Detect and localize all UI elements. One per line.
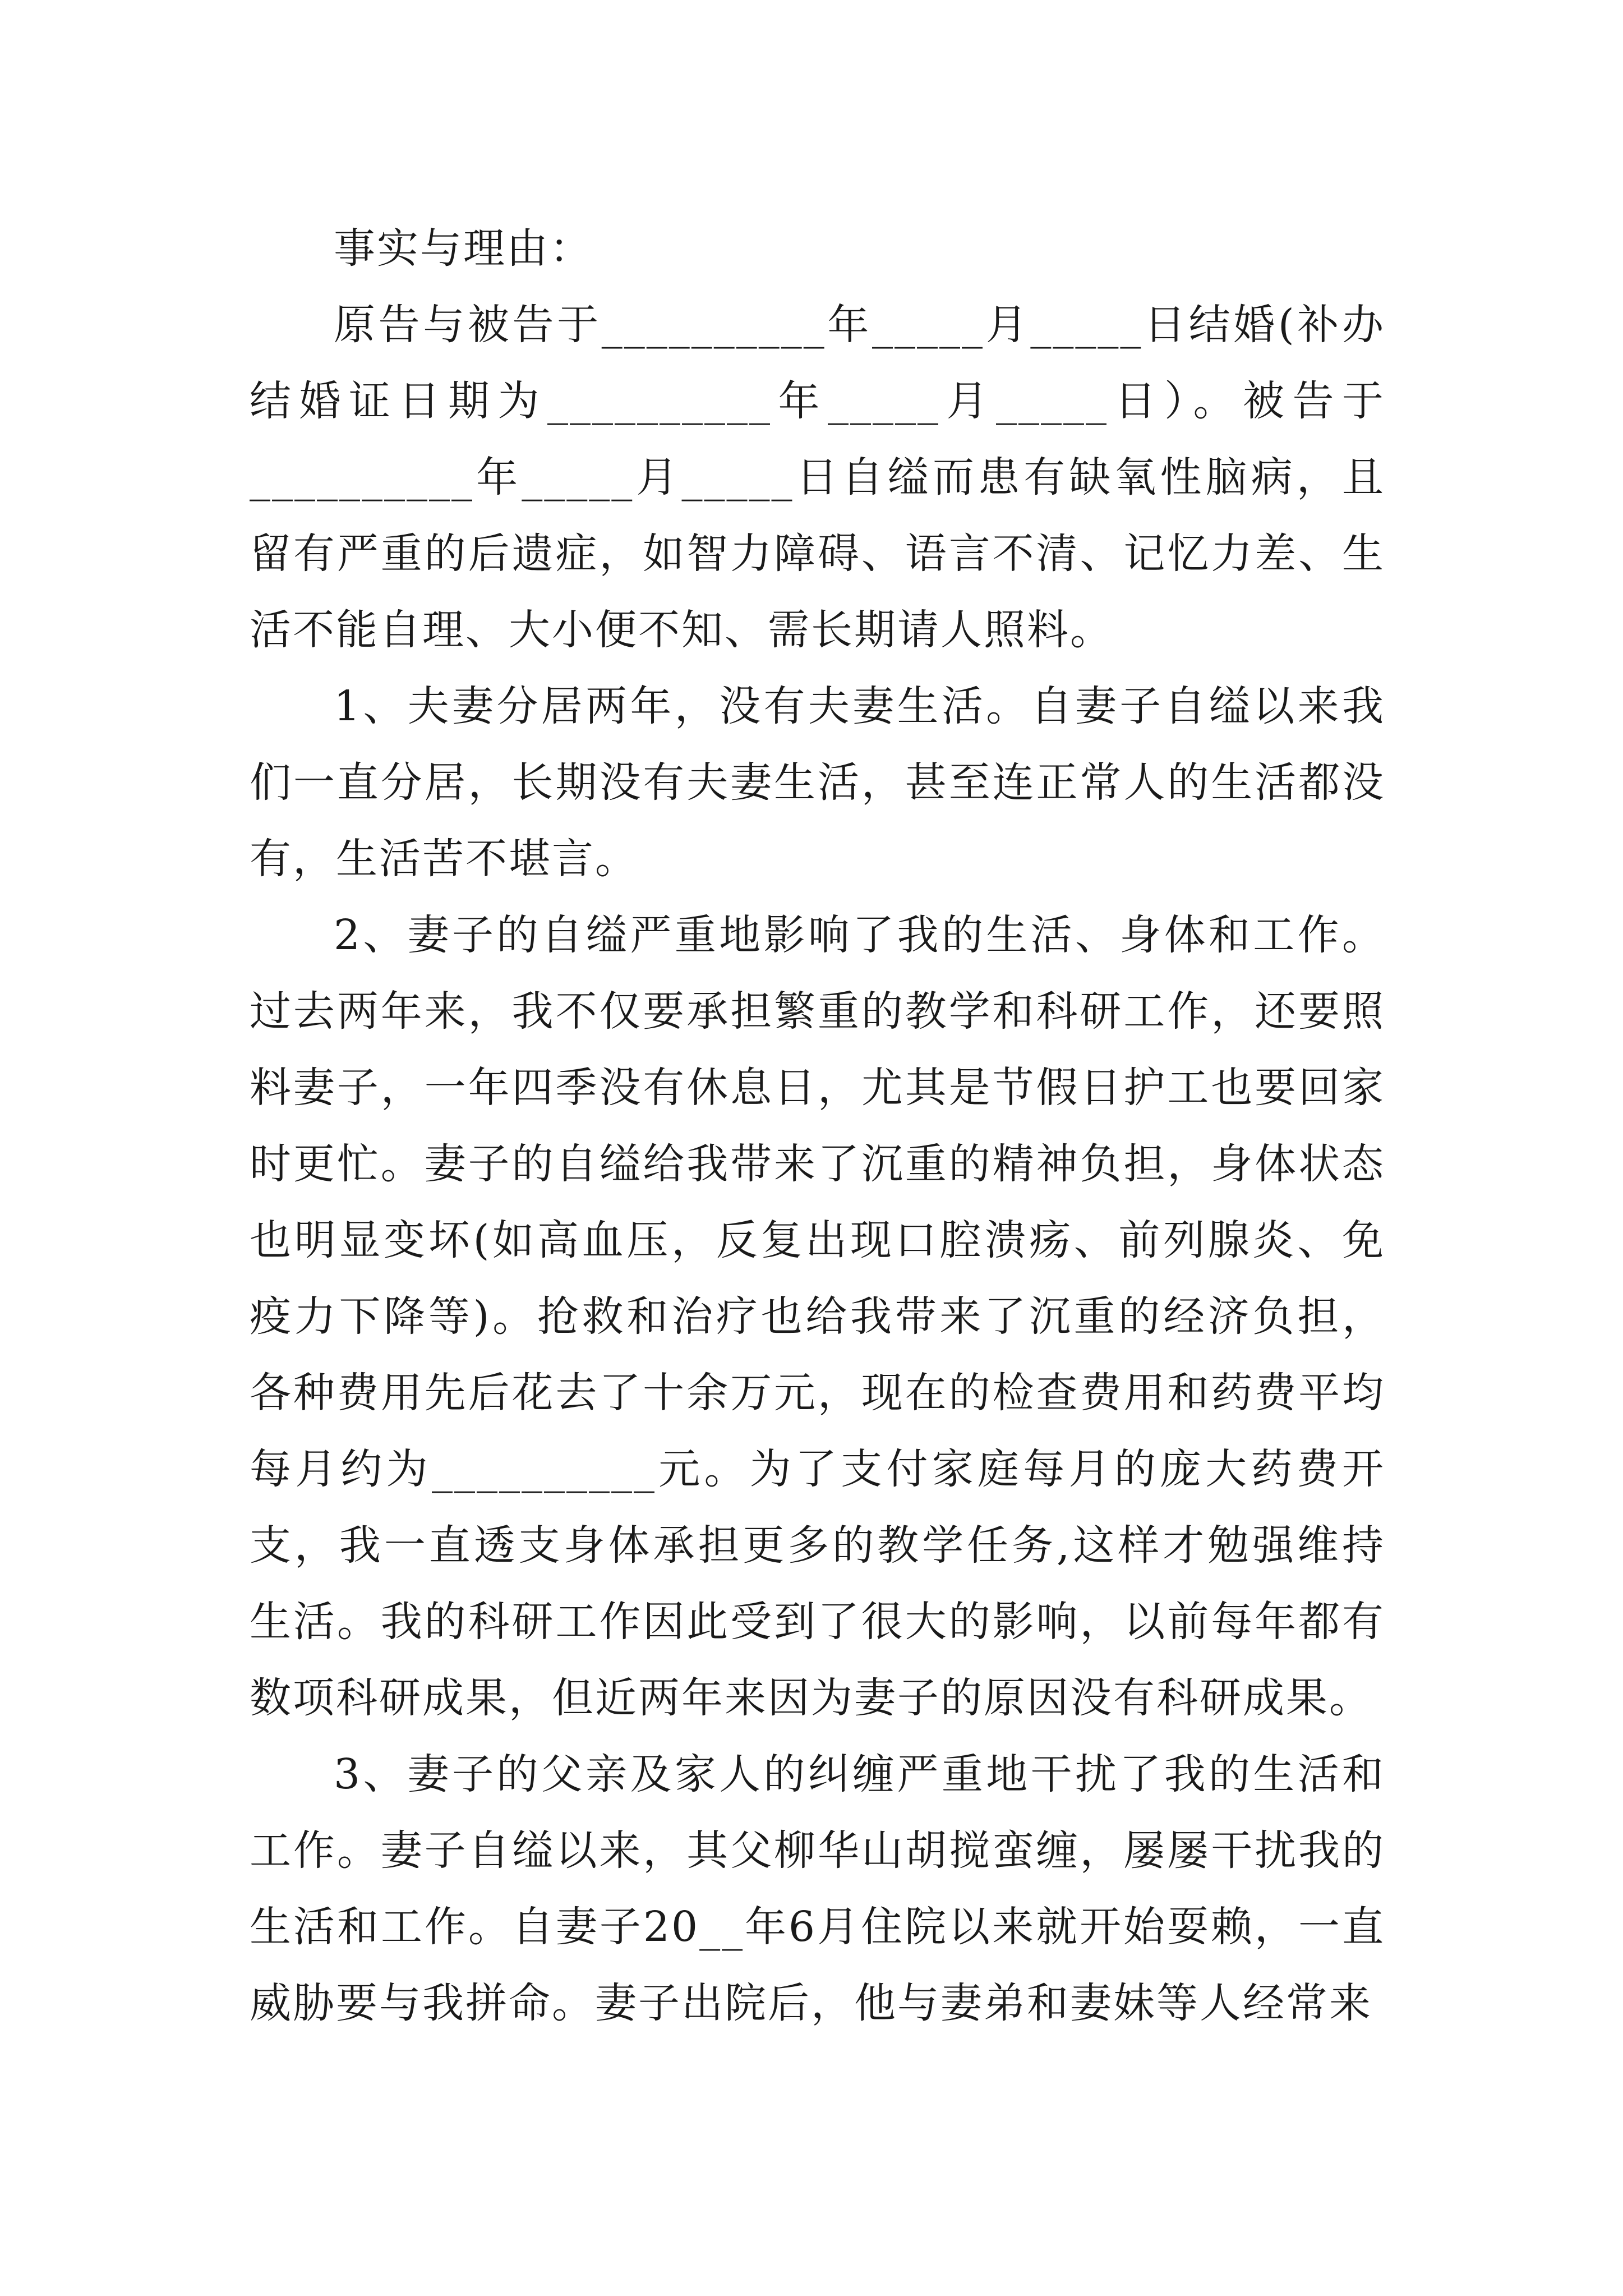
document-body bbox=[250, 210, 1385, 2041]
paragraph-marriage: 原告与被告于__________年_____月_____日结婚(补办结婚证日期为__________年_____月_____日）。被告于__________年_____月_____日自缢而患有缺氧性脑病，且留有严重的后遗症，如智力障碍、语言不清、记忆力差、生活不能自理、大小便不知、需长期请人照料。 bbox=[250, 301, 1385, 654]
section-heading: 事实与理由： bbox=[334, 224, 593, 273]
paragraph-point-3: 3、妻子的父亲及家人的纠缠严重地干扰了我的生活和工作。妻子自缢以来，其父柳华山胡搅蛮缠，屡屡干扰我的生活和工作。自妻子20__年6月住院以来就开始耍赖，一直威胁要与我拼命。妻子出院后，他与妻弟和妻妹等人经常来 bbox=[250, 1750, 1385, 2027]
paragraph-point-2: 2、妻子的自缢严重地影响了我的生活、身体和工作。过去两年来，我不仅要承担繁重的教学和科研工作，还要照料妻子，一年四季没有休息日，尤其是节假日护工也要回家时更忙。妻子的自缢给我带来了沉重的精神负担，身体状态也明显变坏(如高血压，反复出现口腔溃疡、前列腺炎、免疫力下降等)。抢救和治疗也给我带来了沉重的经济负担，各种费用先后花去了十余万元，现在的检查费用和药费平均每月约为__________元。为了支付家庭每月的庞大药费开支，我一直透支身体承担更多的教学任务,这样才勉强维持生活。我的科研工作因此受到了很大的影响，以前每年都有数项科研成果，但近两年来因为妻子的原因没有科研成果。 bbox=[250, 911, 1385, 1722]
paragraph-point-1: 1、夫妻分居两年，没有夫妻生活。自妻子自缢以来我们一直分居，长期没有夫妻生活，甚至连正常人的生活都没有，生活苦不堪言。 bbox=[250, 682, 1385, 883]
